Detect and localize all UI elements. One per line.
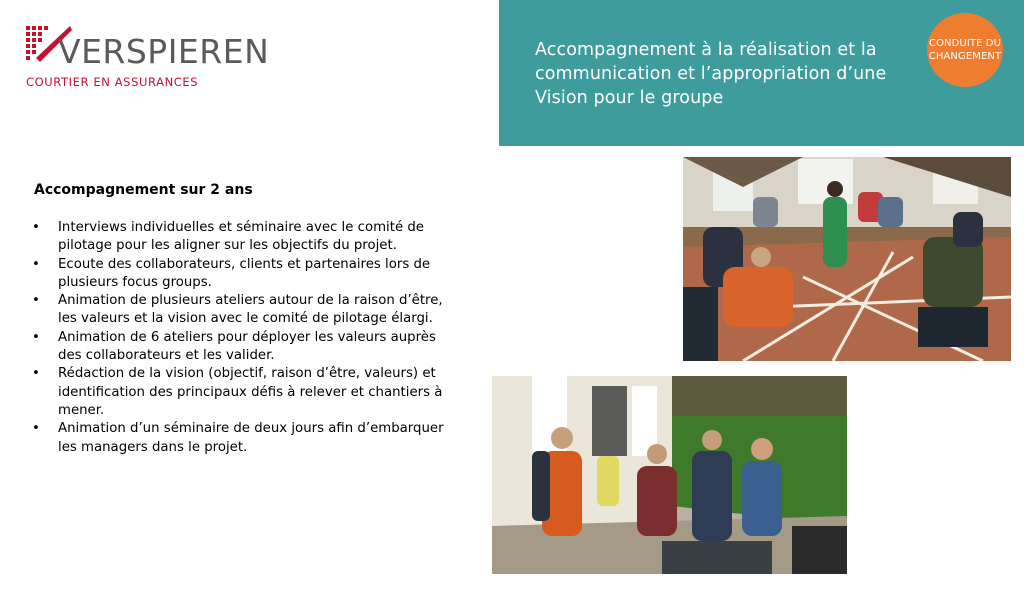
indoor-workshop-photo bbox=[683, 157, 1011, 361]
bullet-icon: • bbox=[32, 293, 40, 309]
bullet-text: Ecoute des collaborateurs, clients et partenaires lors de plusieurs focus groups. bbox=[58, 256, 431, 290]
change-management-badge: CONDUITE DU CHANGEMENT bbox=[927, 13, 1003, 87]
bullet-text: Animation de plusieurs ateliers autour de la raison d’être, les valeurs et la vision avec le comité de pilotage élargi. bbox=[58, 293, 443, 327]
bullet-icon: • bbox=[32, 421, 40, 437]
list-item bbox=[32, 219, 462, 256]
bullet-icon: • bbox=[32, 366, 40, 382]
logo-tagline: COURTIER EN ASSURANCES bbox=[26, 75, 199, 89]
bullet-text: Animation de 6 ateliers pour déployer les valeurs auprès des collaborateurs et les valider. bbox=[58, 329, 436, 364]
list-item bbox=[32, 292, 462, 329]
bullet-icon: • bbox=[32, 220, 40, 235]
header-banner bbox=[499, 0, 1024, 146]
outdoor-group-photo bbox=[492, 376, 847, 574]
list-item bbox=[32, 256, 462, 293]
bullet-text: Rédaction de la vision (objectif, raison d’être, valeurs) et identification des principaux défis à relever et chantiers à mener. bbox=[58, 366, 443, 418]
list-item bbox=[32, 329, 462, 366]
list-item bbox=[32, 420, 462, 457]
verspieren-logo bbox=[24, 24, 270, 90]
banner-title: Accompagnement à la réalisation et la communication et l’appropriation d’une Vision pour le groupe bbox=[535, 40, 887, 108]
bullet-icon: • bbox=[32, 256, 40, 272]
bullet-icon: • bbox=[32, 329, 40, 345]
section-heading: Accompagnement sur 2 ans bbox=[34, 182, 253, 198]
bullet-list bbox=[32, 219, 462, 457]
logo-name: VERSPIEREN bbox=[58, 32, 270, 71]
list-item bbox=[32, 365, 462, 420]
bullet-text: Animation d’un séminaire de deux jours afin d’embarquer les managers dans le projet. bbox=[58, 421, 444, 455]
bullet-text: Interviews individuelles et séminaire avec le comité de pilotage pour les aligner sur les objectifs du projet. bbox=[58, 220, 424, 254]
